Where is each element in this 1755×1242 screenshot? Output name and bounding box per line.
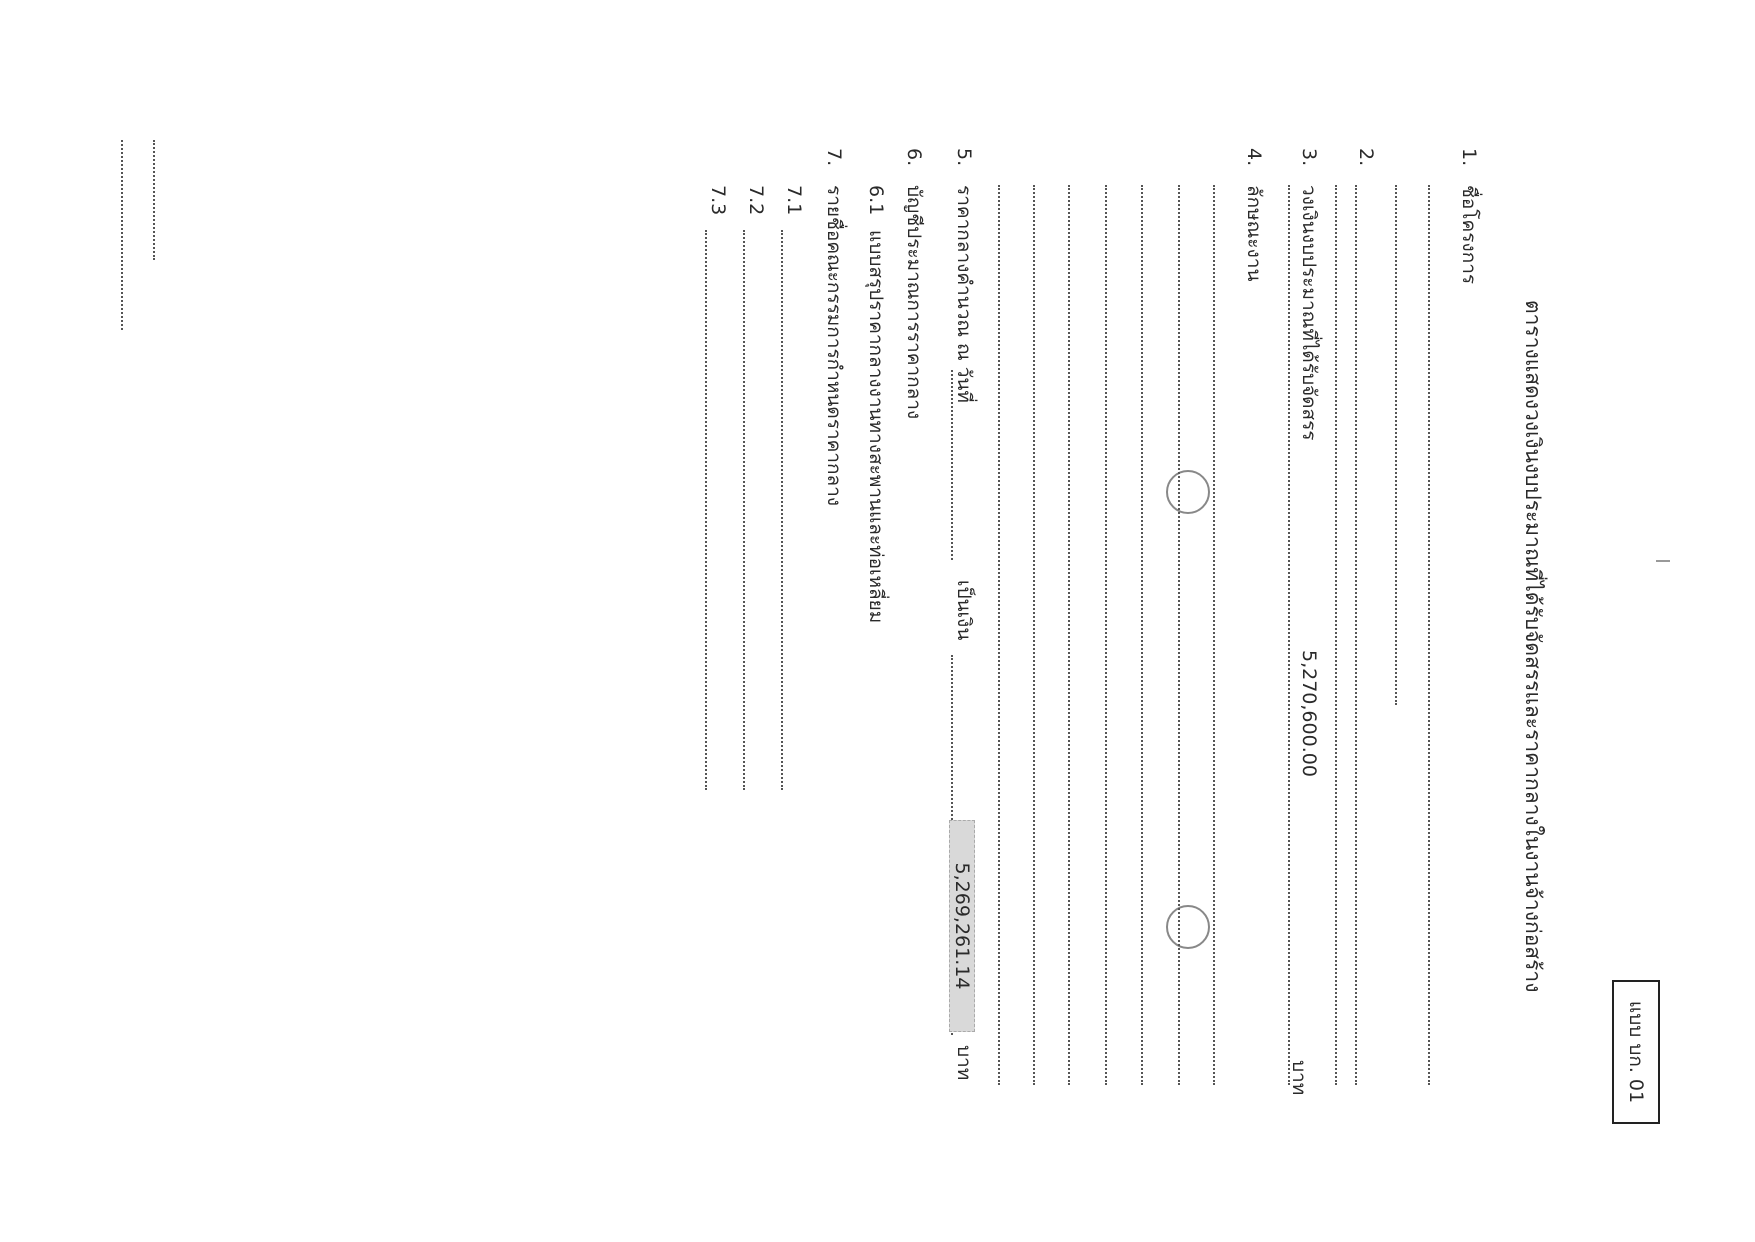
item-3-number: 3.	[1298, 148, 1320, 167]
item-4-line-2	[1178, 185, 1180, 1085]
item-7-2-line	[743, 230, 745, 790]
punch-hole-bottom	[1166, 905, 1210, 949]
item-2-number: 2.	[1355, 148, 1377, 167]
item-2-line-2	[1335, 185, 1337, 1085]
timestamp-line	[121, 140, 123, 330]
item-4-label: ลักษณะงาน	[1243, 185, 1265, 282]
item-7-1-number: 7.1	[783, 185, 805, 216]
item-1-label: ชื่อโครงการ	[1458, 185, 1480, 285]
item-6-1-label: แบบสรุปราคากลางงานทางสะพานและท่อเหลี่ยม	[865, 230, 887, 624]
punch-hole-top	[1166, 470, 1210, 514]
item-4-line-3	[1141, 185, 1143, 1085]
fold-mark	[1656, 560, 1670, 562]
item-4-line-6	[1033, 185, 1035, 1085]
form-code: แบบ บก. 01	[1625, 1000, 1647, 1104]
item-5-label: ราคากลางคำนวณ ณ วันที่	[953, 185, 975, 403]
item-3-label: วงเงินงบประมาณที่ได้รับจัดสรร	[1298, 185, 1320, 441]
budget-value: 5,270,600.00	[1298, 650, 1320, 777]
item-5-date-line	[951, 370, 953, 560]
item-4-line-1	[1213, 185, 1215, 1085]
item-4-line-5	[1068, 185, 1070, 1085]
item-3-line-1	[1288, 185, 1290, 1085]
item-6-label: บัญชีประมาณการราคากลาง	[903, 185, 925, 420]
item-4-number: 4.	[1243, 148, 1265, 167]
item-7-3-line	[705, 230, 707, 790]
item-4-line-7	[998, 185, 1000, 1085]
item-6-1-number: 6.1	[865, 185, 887, 216]
item-1-line-2	[1395, 185, 1397, 705]
item-6-number: 6.	[903, 148, 925, 167]
item-5-unit: บาท	[953, 1045, 975, 1081]
item-7-label: รายชื่อคณะกรรมการกำหนดราคากลาง	[823, 185, 845, 507]
item-7-3-number: 7.3	[707, 185, 729, 216]
item-1-number: 1.	[1458, 148, 1480, 167]
item-5-number: 5.	[953, 148, 975, 167]
item-1-line-1	[1428, 185, 1430, 1085]
item-7-1-line	[781, 230, 783, 790]
item-7-number: 7.	[823, 148, 845, 167]
reference-price-amount: 5,269,261.14	[949, 820, 975, 1032]
item-4-line-4	[1105, 185, 1107, 1085]
page-title: ตารางแสดงวงเงินงบประมาณที่ได้รับจัดสรรและราคากลางในงานจ้างก่อสร้าง	[1521, 300, 1545, 993]
signature-line	[153, 140, 155, 260]
budget-unit: บาท	[1288, 1060, 1310, 1096]
item-5-amount-label: เป็นเงิน	[953, 580, 975, 641]
item-7-2-number: 7.2	[745, 185, 767, 216]
form-code-box	[1612, 980, 1660, 1124]
item-2-line-1	[1355, 185, 1357, 1085]
